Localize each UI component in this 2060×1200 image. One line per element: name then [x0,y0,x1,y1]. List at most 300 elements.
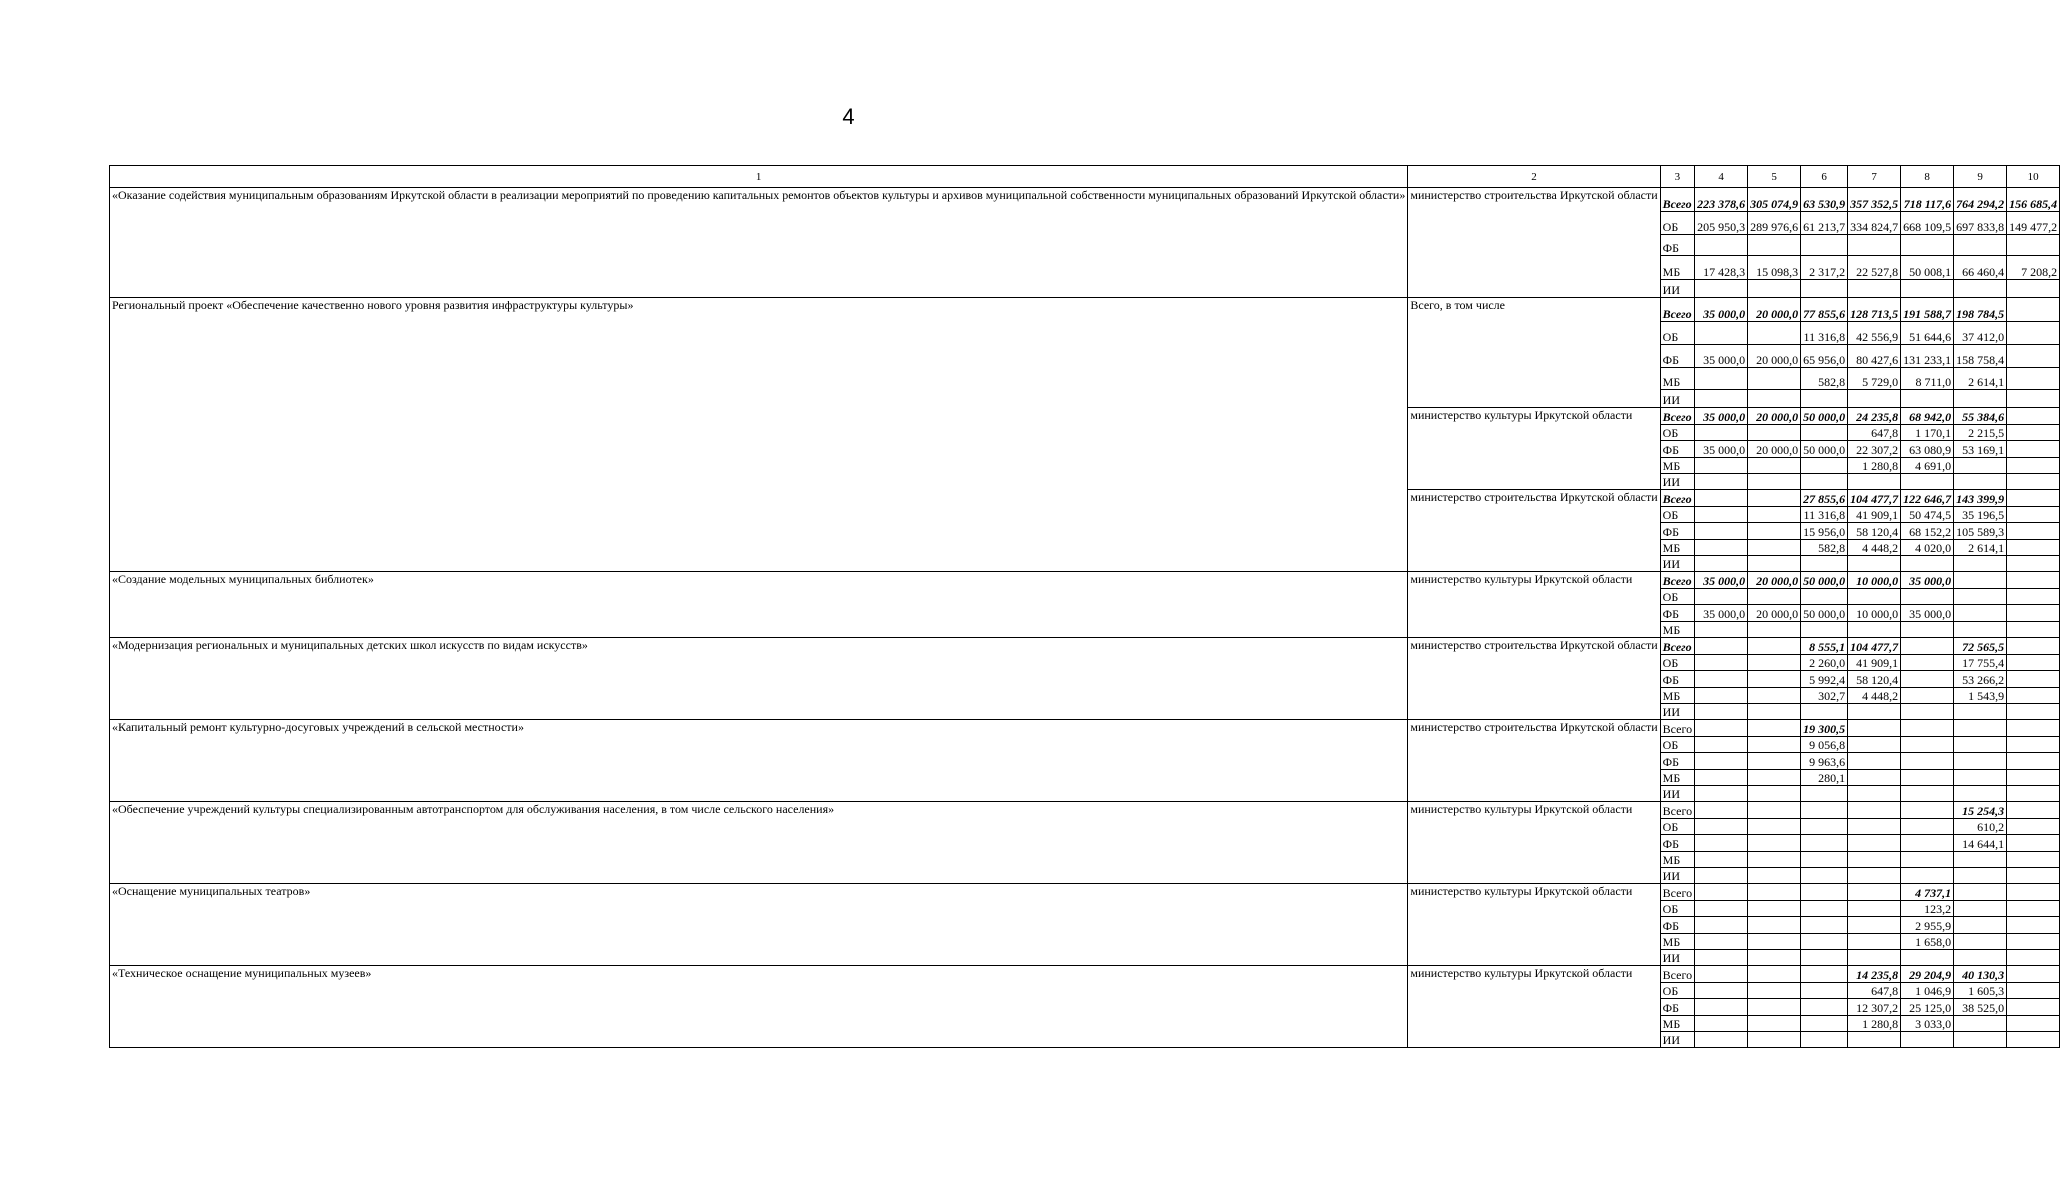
funding-value: 647,8 [1848,983,1901,999]
funding-value [1901,737,1954,753]
funding-value [1801,458,1848,474]
funding-source: ОБ [1660,589,1694,605]
funding-value [1901,474,1954,490]
funding-value [2007,322,2060,345]
funding-value [2007,556,2060,572]
measure-title: «Капитальный ремонт культурно-досуговых учреждений в сельской местности» [110,720,1408,802]
funding-value: 50 000,0 [1801,441,1848,458]
funding-value: 42 556,9 [1848,322,1901,345]
funding-value [1695,1032,1748,1048]
funding-value: 77 855,6 [1801,298,1848,322]
funding-value [2007,802,2060,819]
funding-value [1848,1032,1901,1048]
funding-value: 7 208,2 [2007,256,2060,280]
funding-value: 15 254,3 [1954,802,2007,819]
funding-value: 697 833,8 [1954,212,2007,235]
funding-value: 4 737,1 [1901,884,1954,901]
funding-value [1954,770,2007,786]
funding-value [2007,835,2060,852]
table-row [110,298,2060,322]
funding-value [1748,737,1801,753]
funding-value: 35 000,0 [1901,572,1954,589]
funding-value [1954,786,2007,802]
funding-value [1848,589,1901,605]
funding-value: 35 000,0 [1695,298,1748,322]
funding-value: 128 713,5 [1848,298,1901,322]
funding-source: МБ [1660,688,1694,704]
funding-source: ОБ [1660,322,1694,345]
funding-value [1801,474,1848,490]
funding-value [2007,753,2060,770]
funding-value [1748,917,1801,934]
funding-source: ОБ [1660,212,1694,235]
column-number-header: 8 [1901,166,1954,188]
funding-value: 41 909,1 [1848,655,1901,671]
funding-value: 5 992,4 [1801,671,1848,688]
funding-value [1901,852,1954,868]
funding-value: 38 525,0 [1954,999,2007,1016]
funding-value: 2 955,9 [1901,917,1954,934]
funding-value [1954,390,2007,408]
funding-value: 156 685,4 [2007,188,2060,212]
funding-value [1695,835,1748,852]
funding-value [1801,280,1848,298]
funding-source: Всего [1660,572,1694,589]
funding-value [1748,1016,1801,1032]
funding-value [1695,884,1748,901]
funding-value [1748,671,1801,688]
funding-value [1901,280,1954,298]
funding-value [2007,671,2060,688]
funding-value: 58 120,4 [1848,671,1901,688]
funding-value [1695,540,1748,556]
funding-value [1801,425,1848,441]
funding-value [1848,917,1901,934]
funding-source: ФБ [1660,671,1694,688]
funding-value: 50 008,1 [1901,256,1954,280]
funding-value [1901,235,1954,256]
funding-value [1748,368,1801,390]
funding-value [1801,819,1848,835]
funding-value [1748,819,1801,835]
funding-value: 5 729,0 [1848,368,1901,390]
funding-value [2007,934,2060,950]
funding-value [2007,458,2060,474]
funding-value: 105 589,3 [1954,523,2007,540]
funding-value [1695,622,1748,638]
funding-value: 718 117,6 [1901,188,1954,212]
funding-value: 35 000,0 [1695,408,1748,425]
funding-source: ИИ [1660,704,1694,720]
funding-value [1695,322,1748,345]
funding-value [2007,572,2060,589]
funding-value [1748,983,1801,999]
funding-value: 280,1 [1801,770,1848,786]
funding-value [2007,688,2060,704]
funding-source: Всего [1660,188,1694,212]
funding-value [1695,490,1748,507]
measure-title: Региональный проект «Обеспечение качественно нового уровня развития инфраструктуры культуры» [110,298,1408,572]
funding-value: 14 235,8 [1848,966,1901,983]
funding-value [1695,235,1748,256]
funding-source: МБ [1660,458,1694,474]
funding-value: 72 565,5 [1954,638,2007,655]
funding-value [1748,966,1801,983]
funding-value [1748,868,1801,884]
funding-value [1801,556,1848,572]
funding-source: ОБ [1660,655,1694,671]
funding-value [1801,835,1848,852]
funding-value [1748,589,1801,605]
funding-value [2007,490,2060,507]
funding-value [1695,638,1748,655]
funding-value: 51 644,6 [1901,322,1954,345]
funding-source: ФБ [1660,999,1694,1016]
funding-value [2007,345,2060,368]
funding-value [1901,753,1954,770]
funding-source: Всего [1660,802,1694,819]
funding-value [1695,280,1748,298]
funding-value: 2 317,2 [1801,256,1848,280]
funding-value [1901,950,1954,966]
funding-value [2007,901,2060,917]
table-row [110,802,2060,819]
responsible-executor: министерство культуры Иркутской области [1408,884,1660,966]
funding-value [1748,786,1801,802]
funding-source: Всего [1660,720,1694,737]
funding-value: 2 215,5 [1954,425,2007,441]
funding-value: 37 412,0 [1954,322,2007,345]
funding-value: 15 098,3 [1748,256,1801,280]
funding-value [1954,572,2007,589]
funding-value: 24 235,8 [1848,408,1901,425]
funding-value: 63 080,9 [1901,441,1954,458]
column-number-header: 3 [1660,166,1694,188]
column-number-header: 9 [1954,166,2007,188]
funding-value [1848,819,1901,835]
funding-value [1848,770,1901,786]
funding-value: 41 909,1 [1848,507,1901,523]
funding-value [1748,280,1801,298]
funding-source: ОБ [1660,983,1694,999]
funding-value [1954,458,2007,474]
funding-value: 305 074,9 [1748,188,1801,212]
funding-value [1954,605,2007,622]
funding-value: 50 474,5 [1901,507,1954,523]
funding-value [1748,753,1801,770]
funding-value: 668 109,5 [1901,212,1954,235]
funding-value: 58 120,4 [1848,523,1901,540]
funding-value [1748,638,1801,655]
table-row [110,884,2060,901]
funding-value [1801,802,1848,819]
funding-value [1848,753,1901,770]
funding-value: 3 033,0 [1901,1016,1954,1032]
funding-value [2007,638,2060,655]
funding-value [1848,622,1901,638]
funding-value: 10 000,0 [1848,605,1901,622]
funding-value: 9 056,8 [1801,737,1848,753]
funding-value: 40 130,3 [1954,966,2007,983]
funding-source: МБ [1660,368,1694,390]
funding-value [1695,737,1748,753]
funding-value [2007,704,2060,720]
funding-value [2007,786,2060,802]
funding-source: ФБ [1660,523,1694,540]
funding-value [1901,770,1954,786]
funding-value [1801,1016,1848,1032]
funding-value [2007,540,2060,556]
funding-value: 20 000,0 [1748,345,1801,368]
column-number-row [110,166,2060,188]
funding-value [1801,235,1848,256]
funding-value [1954,884,2007,901]
column-number-header: 5 [1748,166,1801,188]
funding-value [1901,622,1954,638]
funding-value: 131 233,1 [1901,345,1954,368]
funding-value [1695,983,1748,999]
funding-source: Всего [1660,490,1694,507]
funding-source: МБ [1660,934,1694,950]
funding-value [2007,408,2060,425]
funding-value [1748,655,1801,671]
funding-value: 1 658,0 [1901,934,1954,950]
funding-value: 1 543,9 [1954,688,2007,704]
funding-source: ОБ [1660,425,1694,441]
funding-value: 55 384,6 [1954,408,2007,425]
funding-value: 50 000,0 [1801,572,1848,589]
funding-value [1801,786,1848,802]
column-number-header: 6 [1801,166,1848,188]
funding-value [1748,540,1801,556]
funding-value [1901,556,1954,572]
funding-value [1848,901,1901,917]
funding-value: 223 378,6 [1695,188,1748,212]
funding-value: 1 280,8 [1848,458,1901,474]
funding-value [1848,390,1901,408]
funding-value [1848,720,1901,737]
funding-value: 20 000,0 [1748,572,1801,589]
funding-value [1901,1032,1954,1048]
funding-value: 14 644,1 [1954,835,2007,852]
table-row [110,572,2060,589]
funding-value: 35 000,0 [1901,605,1954,622]
funding-source: Всего [1660,638,1694,655]
funding-value: 80 427,6 [1848,345,1901,368]
funding-value: 29 204,9 [1901,966,1954,983]
funding-value [1748,720,1801,737]
funding-value: 61 213,7 [1801,212,1848,235]
funding-value [1901,819,1954,835]
funding-value [1748,770,1801,786]
funding-value [1695,507,1748,523]
funding-value [1954,950,2007,966]
table-row [110,966,2060,983]
funding-value [1801,704,1848,720]
funding-value: 4 691,0 [1901,458,1954,474]
funding-value [2007,280,2060,298]
funding-value [1695,390,1748,408]
funding-value: 1 605,3 [1954,983,2007,999]
funding-source: МБ [1660,1016,1694,1032]
funding-value: 50 000,0 [1801,605,1848,622]
funding-value [1801,901,1848,917]
funding-value [1695,934,1748,950]
column-number-header: 10 [2007,166,2060,188]
table-row [110,720,2060,737]
funding-source: ФБ [1660,605,1694,622]
funding-value [1954,556,2007,572]
funding-value [2007,655,2060,671]
funding-value [1801,390,1848,408]
funding-value [1801,1032,1848,1048]
funding-value [1695,523,1748,540]
funding-value [1748,474,1801,490]
measure-title: «Оснащение муниципальных театров» [110,884,1408,966]
funding-value [1954,622,2007,638]
funding-value: 1 170,1 [1901,425,1954,441]
funding-source: Всего [1660,966,1694,983]
funding-value [2007,770,2060,786]
funding-source: ФБ [1660,753,1694,770]
funding-value [1748,802,1801,819]
funding-value: 11 316,8 [1801,507,1848,523]
responsible-executor: Всего, в том числе [1408,298,1660,408]
responsible-executor: министерство строительства Иркутской области [1408,720,1660,802]
funding-value [1848,835,1901,852]
funding-value [1695,368,1748,390]
funding-value: 17 755,4 [1954,655,2007,671]
funding-value [1695,688,1748,704]
funding-value [1748,835,1801,852]
funding-value [1695,802,1748,819]
funding-value: 302,7 [1801,688,1848,704]
funding-value [1748,704,1801,720]
funding-value [1801,884,1848,901]
measure-title: «Техническое оснащение муниципальных музеев» [110,966,1408,1048]
funding-value [1801,950,1848,966]
funding-value: 68 152,2 [1901,523,1954,540]
funding-source: ИИ [1660,950,1694,966]
funding-value: 8 555,1 [1801,638,1848,655]
funding-value [1954,704,2007,720]
funding-value: 53 169,1 [1954,441,2007,458]
funding-value: 20 000,0 [1748,298,1801,322]
funding-value [1901,802,1954,819]
funding-value [1901,688,1954,704]
funding-source: МБ [1660,852,1694,868]
funding-value [1748,622,1801,638]
funding-value: 104 477,7 [1848,638,1901,655]
funding-value [2007,720,2060,737]
funding-value [1801,622,1848,638]
funding-value [2007,425,2060,441]
funding-value [1695,786,1748,802]
funding-value [1848,235,1901,256]
funding-value [1748,934,1801,950]
funding-source: Всего [1660,408,1694,425]
funding-value: 104 477,7 [1848,490,1901,507]
measure-title: «Обеспечение учреждений культуры специализированным автотранспортом для обслуживания населения, в том числе сельского населения» [110,802,1408,884]
funding-value [2007,474,2060,490]
funding-value [1954,852,2007,868]
funding-value [1695,950,1748,966]
funding-value [1748,1032,1801,1048]
funding-value: 20 000,0 [1748,408,1801,425]
funding-value [1695,966,1748,983]
funding-value: 12 307,2 [1848,999,1901,1016]
funding-source: МБ [1660,256,1694,280]
funding-value: 63 530,9 [1801,188,1848,212]
funding-value [1954,753,2007,770]
funding-value [1848,884,1901,901]
funding-value [1954,474,2007,490]
budget-table [109,165,2060,1048]
funding-value: 25 125,0 [1901,999,1954,1016]
table-body [110,166,2060,1048]
funding-value [2007,868,2060,884]
funding-value: 610,2 [1954,819,2007,835]
responsible-executor: министерство культуры Иркутской области [1408,802,1660,884]
funding-value: 35 000,0 [1695,605,1748,622]
funding-value: 35 000,0 [1695,345,1748,368]
funding-value [1695,704,1748,720]
funding-value [1801,868,1848,884]
funding-value: 2 614,1 [1954,368,2007,390]
funding-value [2007,235,2060,256]
funding-value [1901,786,1954,802]
funding-source: ИИ [1660,556,1694,572]
funding-value [2007,368,2060,390]
funding-value [1695,819,1748,835]
funding-value: 582,8 [1801,368,1848,390]
funding-value [1748,390,1801,408]
funding-value [1848,556,1901,572]
funding-value [2007,1016,2060,1032]
funding-value: 198 784,5 [1954,298,2007,322]
funding-value: 20 000,0 [1748,441,1801,458]
funding-value: 9 963,6 [1801,753,1848,770]
funding-value [2007,966,2060,983]
funding-value [1695,474,1748,490]
funding-value [2007,605,2060,622]
funding-value: 68 942,0 [1901,408,1954,425]
funding-value: 11 316,8 [1801,322,1848,345]
funding-value [1748,322,1801,345]
funding-value [1748,852,1801,868]
funding-value: 158 758,4 [1954,345,2007,368]
funding-source: МБ [1660,622,1694,638]
funding-value [1901,589,1954,605]
funding-value [1848,737,1901,753]
responsible-executor: министерство культуры Иркутской области [1408,408,1660,490]
funding-value [2007,917,2060,934]
funding-value [1695,917,1748,934]
column-number-header: 2 [1408,166,1660,188]
funding-value [1695,671,1748,688]
funding-value: 122 646,7 [1901,490,1954,507]
funding-value [1748,507,1801,523]
funding-source: МБ [1660,770,1694,786]
funding-value [1695,458,1748,474]
funding-source: Всего [1660,884,1694,901]
funding-value [2007,950,2060,966]
funding-value: 205 950,3 [1695,212,1748,235]
funding-value [1801,966,1848,983]
funding-value: 582,8 [1801,540,1848,556]
funding-value [1954,720,2007,737]
funding-value [1801,852,1848,868]
